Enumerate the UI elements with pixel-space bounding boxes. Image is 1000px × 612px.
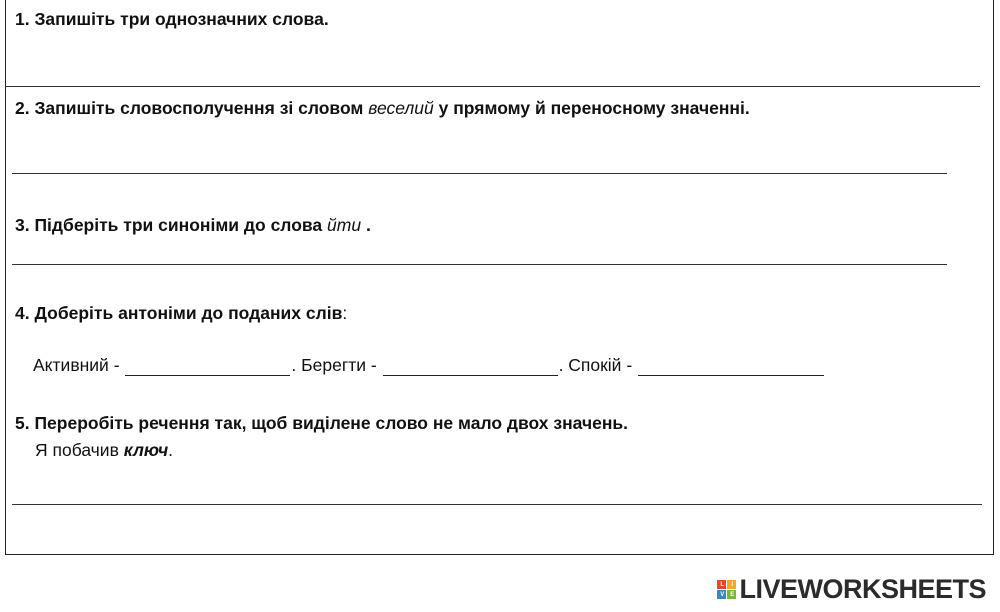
task-1-text: 1. Запишіть три однозначних слова. xyxy=(15,9,329,29)
antonym-word-1: Активний - xyxy=(33,355,120,375)
task-3-before: 3. Підберіть три синоніми до слова xyxy=(15,215,328,235)
answer-line-5 xyxy=(12,504,982,505)
task-1 xyxy=(15,8,329,30)
sentence-key-word: ключ xyxy=(123,440,169,460)
task-2-word: веселий xyxy=(368,98,434,118)
sentence-after: . xyxy=(168,440,174,460)
antonym-blank-1[interactable] xyxy=(125,357,290,376)
task-5 xyxy=(15,412,628,434)
task-3 xyxy=(15,214,371,236)
antonym-blank-2[interactable] xyxy=(383,357,558,376)
logo-grid-icon xyxy=(717,580,736,599)
answer-line-2 xyxy=(12,173,947,174)
antonyms-row xyxy=(33,355,825,376)
task-4 xyxy=(15,302,347,324)
task-4-text: 4. Доберіть антоніми до поданих слів xyxy=(15,303,343,323)
example-sentence xyxy=(35,440,173,461)
task-2-before: 2. Запишіть словосполучення зі словом xyxy=(15,98,369,118)
logo-square-i: I xyxy=(727,580,736,589)
logo-square-l: L xyxy=(717,580,726,589)
task-2 xyxy=(15,97,750,119)
answer-line-3 xyxy=(12,264,947,265)
liveworksheets-logo xyxy=(717,574,986,605)
worksheet xyxy=(5,0,994,555)
task-3-word: йти xyxy=(327,215,362,235)
antonym-blank-3[interactable] xyxy=(638,357,824,376)
answer-line-1 xyxy=(5,86,980,87)
sentence-before: Я побачив xyxy=(35,440,124,460)
task-3-after: . xyxy=(365,215,371,235)
antonym-word-2: . Берегти - xyxy=(291,355,377,375)
task-4-colon: : xyxy=(342,303,348,323)
logo-square-e: E xyxy=(727,590,736,599)
brand-name: LIVEWORKSHEETS xyxy=(739,574,986,604)
logo-square-v: V xyxy=(717,590,726,599)
task-2-after: у прямому й переносному значенні. xyxy=(438,98,750,118)
task-5-text: 5. Переробіть речення так, щоб виділене слово не мало двох значень. xyxy=(15,413,629,433)
antonym-word-3: . Спокій - xyxy=(558,355,633,375)
